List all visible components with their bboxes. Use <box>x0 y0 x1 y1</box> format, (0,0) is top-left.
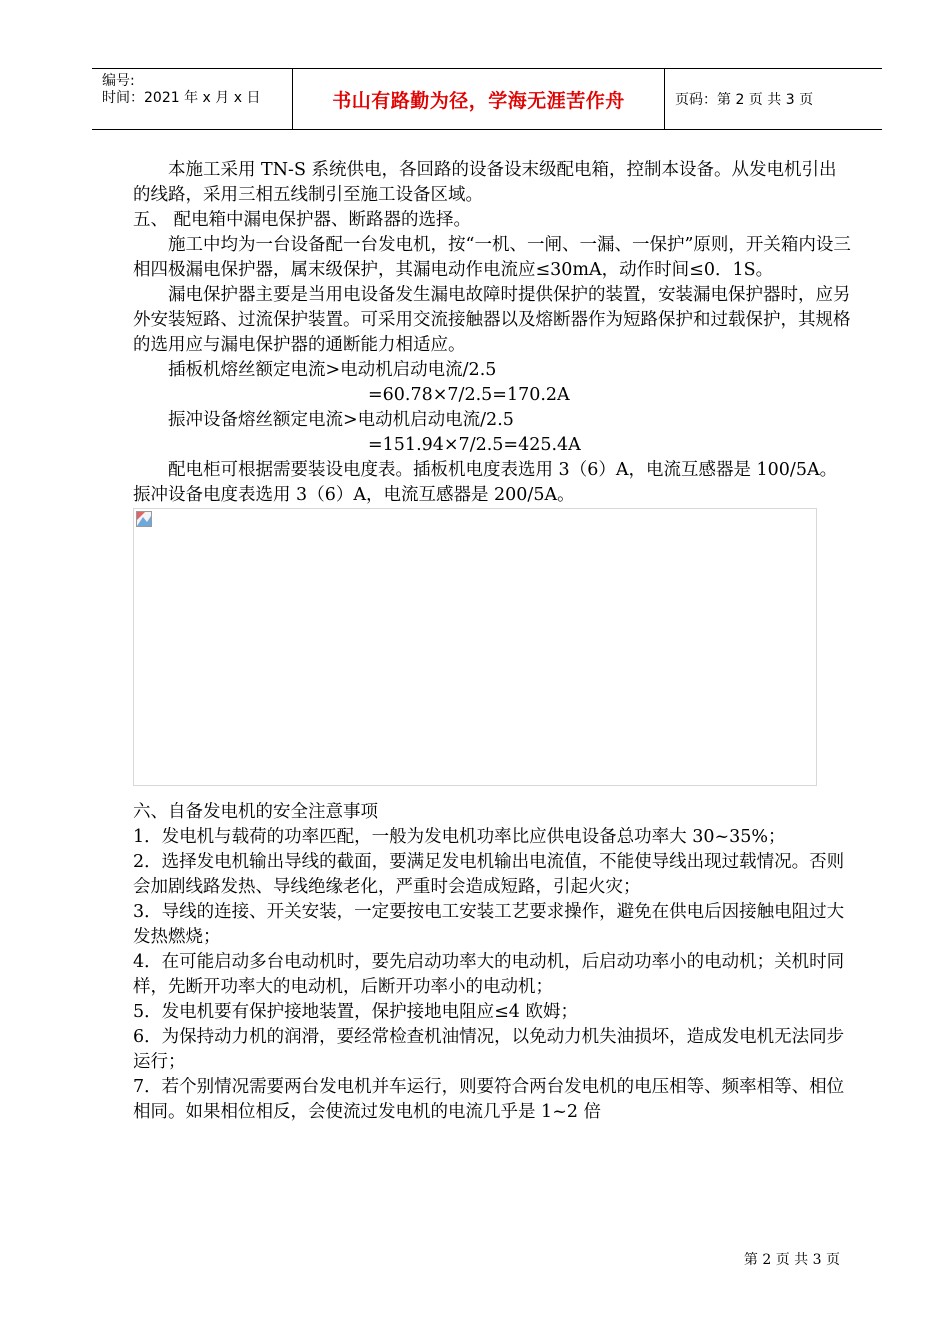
paragraph-meter: 配电柜可根据需要装设电度表。插板机电度表选用 3（6）A，电流互感器是 100/5A。振冲设备电度表选用 3（6）A，电流互感器是 200/5A。 <box>133 460 838 505</box>
page-footer: 第 2 页 共 3 页 <box>743 1252 840 1268</box>
formula-plug-machine: 插板机熔丝额定电流>电动机启动电流/2.5 <box>168 360 497 380</box>
paragraph-leakage-config: 施工中均为一台设备配一台发电机，按“一机、一闸、一漏、一保护”原则，开关箱内设三相四极漏电保护器，属末级保护，其漏电动作电流应≤30mA，动作时间≤0．1S。 <box>133 235 851 280</box>
list-item: 1．发电机与载荷的功率匹配，一般为发电机功率比应供电设备总功率大 30~35%； <box>133 827 786 847</box>
formula-plug-machine-result: =60.78×7/2.5=170.2A <box>368 385 570 405</box>
serial-label: 编号: <box>102 73 135 89</box>
formula-vibro-equipment-result: =151.94×7/2.5=425.4A <box>368 435 581 455</box>
paragraph-power-supply: 本施工采用 TN-S 系统供电，各回路的设备设末级配电箱，控制本设备。从发电机引出的线路，采用三相五线制引至施工设备区域。 <box>133 160 837 205</box>
header-page-info: 页码：第 2 页 共 3 页 <box>675 92 814 108</box>
document-header <box>92 68 882 130</box>
header-motto-cell <box>293 69 665 129</box>
header-left-cell <box>92 69 293 129</box>
paragraph-leakage-protector: 漏电保护器主要是当用电设备发生漏电故障时提供保护的装置，安装漏电保护器时，应另外安装短路、过流保护装置。可采用交流接触器以及熔断器作为短路保护和过载保护，其规格的选用应与漏电保护器的通断能力相适应。 <box>133 285 851 355</box>
document-body <box>133 158 853 1125</box>
missing-image-placeholder <box>133 508 817 786</box>
list-item: 5．发电机要有保护接地装置，保护接地电阻应≤4 欧姆； <box>133 1002 578 1022</box>
list-item: 2．选择发电机输出导线的截面，要满足发电机输出电流值，不能使导线出现过载情况。否则会加剧线路发热、导线绝缘老化，严重时会造成短路，引起火灾； <box>133 852 845 897</box>
time-label: 时间：2021 年 x 月 x 日 <box>102 90 261 106</box>
formula-vibro-equipment: 振冲设备熔丝额定电流>电动机启动电流/2.5 <box>168 410 514 430</box>
list-item: 7．若个别情况需要两台发电机并车运行，则要符合两台发电机的电压相等、频率相等、相位相同。如果相位相反，会使流过发电机的电流几乎是 1~2 倍 <box>133 1077 845 1122</box>
list-item: 4．在可能启动多台电动机时，要先启动功率大的电动机，后启动功率小的电动机；关机时同样，先断开功率大的电动机，后断开功率小的电动机； <box>133 952 845 997</box>
header-motto: 书山有路勤为径，学海无涯苦作舟 <box>332 89 625 112</box>
section-5-heading: 五、 配电箱中漏电保护器、断路器的选择。 <box>133 210 472 230</box>
list-item: 3．导线的连接、开关安装，一定要按电工安装工艺要求操作，避免在供电后因接触电阻过大发热燃烧； <box>133 902 845 947</box>
header-page-cell <box>665 69 882 129</box>
section-6-heading: 六、自备发电机的安全注意事项 <box>133 802 378 822</box>
broken-image-icon <box>136 511 152 527</box>
list-item: 6．为保持动力机的润滑，要经常检查机油情况，以免动力机失油损坏，造成发电机无法同步运行； <box>133 1027 845 1072</box>
